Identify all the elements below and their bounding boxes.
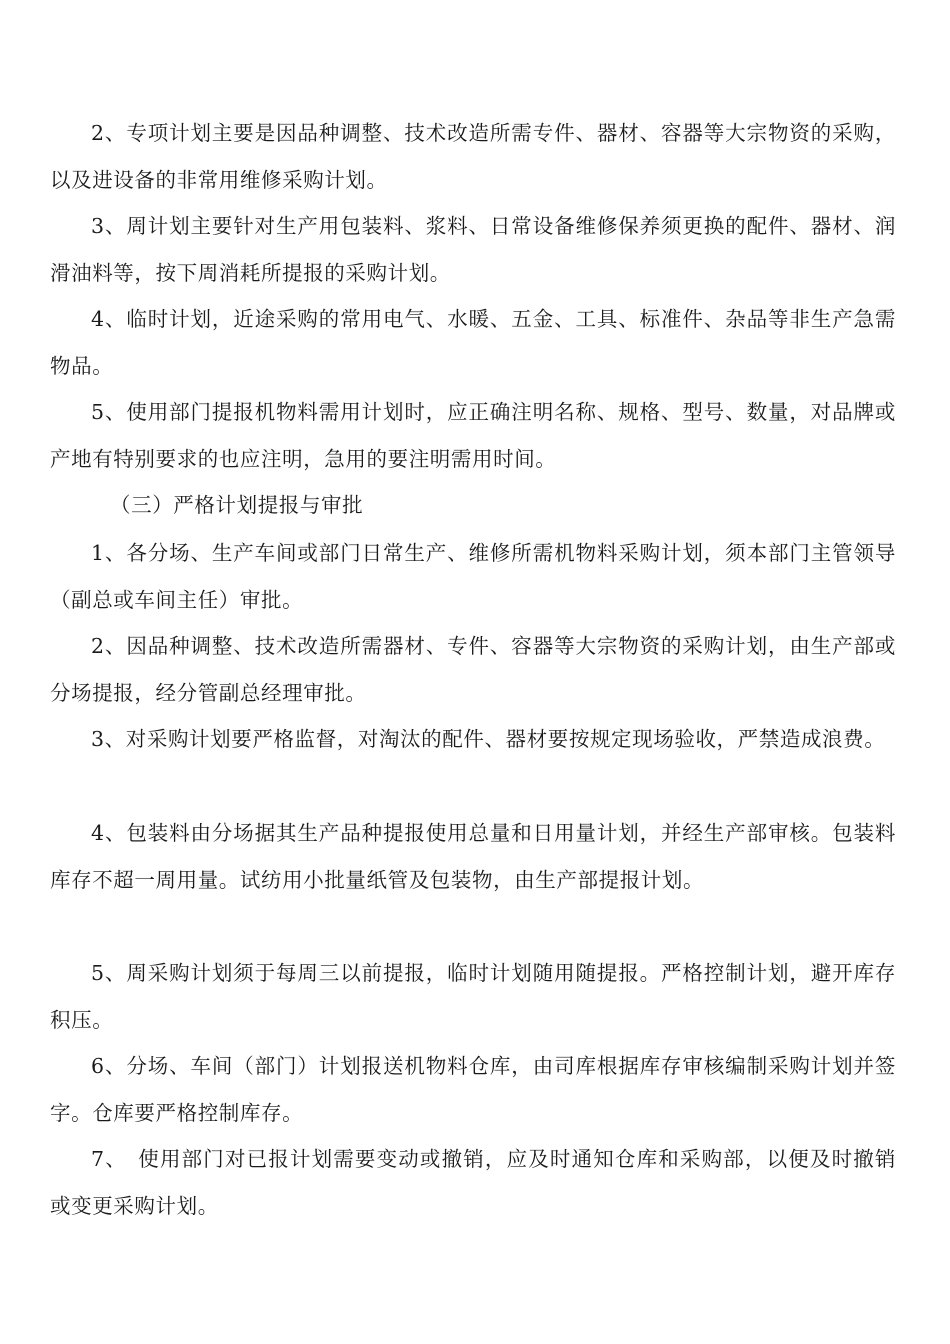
paragraph-approval-5: 5、周采购计划须于每周三以前提报，临时计划随用随提报。严格控制计划，避开库存积压。	[50, 961, 896, 1032]
paragraph-approval-6: 6、分场、车间（部门）计划报送机物料仓库，由司库根据库存审核编制采购计划并签字。仓库要严格控制库存。	[50, 1054, 896, 1125]
paragraph-special-plan: 2、专项计划主要是因品种调整、技术改造所需专件、器材、容器等大宗物资的采购，以及进设备的非常用维修采购计划。	[50, 121, 896, 192]
section-heading: （三）严格计划提报与审批	[110, 493, 364, 517]
paragraph-approval-7: 7、 使用部门对已报计划需要变动或撤销，应及时通知仓库和采购部，以便及时撤销或变更采购计划。	[50, 1147, 896, 1218]
paragraph-user-department-plan: 5、使用部门提报机物料需用计划时，应正确注明名称、规格、型号、数量，对品牌或产地有特别要求的也应注明，急用的要注明需用时间。	[50, 400, 896, 471]
paragraph-temporary-plan: 4、临时计划，近途采购的常用电气、水暖、五金、工具、标准件、杂品等非生产急需物品。	[50, 307, 896, 378]
paragraph-weekly-plan: 3、周计划主要针对生产用包装料、浆料、日常设备维修保养须更换的配件、器材、润滑油料等，按下周消耗所提报的采购计划。	[50, 214, 896, 285]
paragraph-approval-2: 2、因品种调整、技术改造所需器材、专件、容器等大宗物资的采购计划，由生产部或分场提报，经分管副总经理审批。	[50, 634, 896, 705]
paragraph-approval-1: 1、各分场、生产车间或部门日常生产、维修所需机物料采购计划，须本部门主管领导（副总或车间主任）审批。	[50, 541, 896, 612]
paragraph-approval-3: 3、对采购计划要严格监督，对淘汰的配件、器材要按规定现场验收，严禁造成浪费。	[91, 727, 886, 751]
paragraph-approval-4: 4、包装料由分场据其生产品种提报使用总量和日用量计划，并经生产部审核。包装料库存不超一周用量。试纺用小批量纸管及包装物，由生产部提报计划。	[50, 821, 896, 892]
